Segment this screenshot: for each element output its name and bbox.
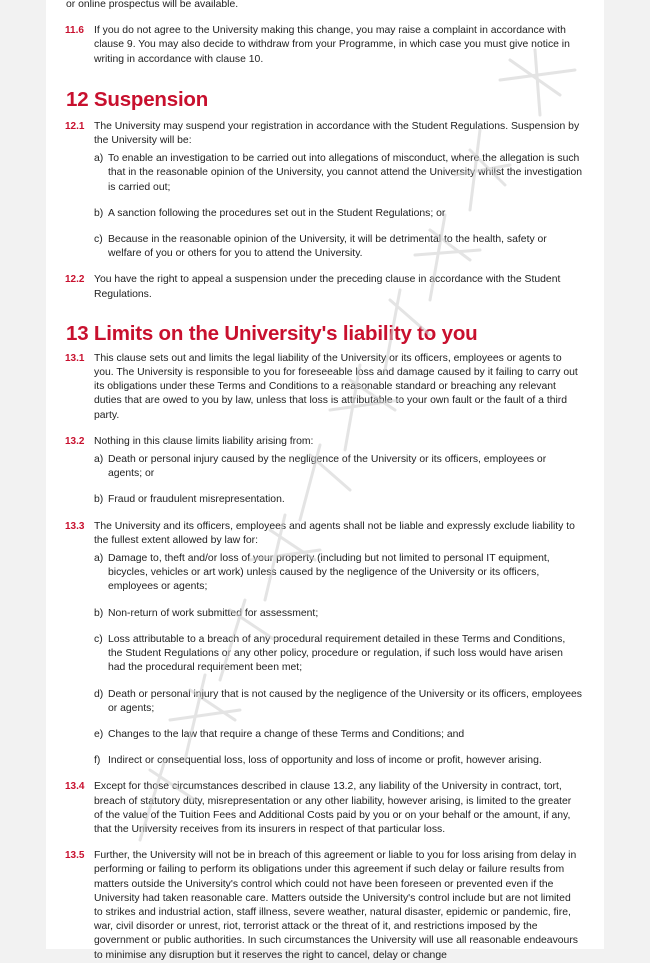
clause-text: The University may suspend your registration in accordance with the Student Regulations. Suspension by the University will be:	[94, 120, 580, 147]
sub-item-13-3-a	[66, 552, 582, 595]
sub-item-text: Loss attributable to a breach of any procedural requirement detailed in these Terms and Conditions, the Student Regulations or any other policy, procedure or regulation, if such loss would have arisen had the procedural requirement been met;	[108, 633, 566, 674]
sub-item-label: c)	[94, 633, 103, 645]
sub-item-label: b)	[94, 207, 104, 219]
clause-13-3	[66, 520, 582, 548]
clause-number: 13.5	[65, 850, 85, 862]
sub-item-label: b)	[94, 494, 104, 506]
clause-13-5	[66, 849, 582, 963]
sub-item-13-2-b	[66, 493, 582, 507]
sub-item-13-3-b	[66, 607, 582, 621]
clause-text: If you do not agree to the University making this change, you may raise a complaint in accordance with clause 9. You may also decide to withdraw from your Programme, in which case you must give notice in writing in accordance with clause 10.	[94, 25, 570, 65]
sub-item-text: Changes to the law that require a change of these Terms and Conditions; and	[108, 728, 465, 740]
sub-item-text: Death or personal injury caused by the negligence of the University or its officers, employees or agents; or	[108, 454, 547, 480]
sub-item-label: c)	[94, 234, 103, 246]
clause-13-2	[66, 435, 582, 449]
clause-number: 13.1	[65, 352, 85, 364]
sub-item-13-3-e	[66, 728, 582, 742]
document-content	[66, 0, 582, 963]
sub-item-label: b)	[94, 607, 104, 619]
clause-text: Nothing in this clause limits liability arising from:	[94, 435, 314, 447]
clause-12-1	[66, 120, 582, 148]
lead-line	[38, 0, 582, 12]
clause-11-6	[66, 24, 582, 67]
sub-item-label: e)	[94, 728, 104, 740]
sub-item-text: Damage to, theft and/or loss of your property (including but not limited to personal IT equipment, bicycles, vehicles or art work) unless caused by the negligence of the University or its officers, employees or agents;	[108, 553, 550, 593]
lead-line-text: or online prospectus will be available.	[66, 0, 239, 10]
sub-item-text: Indirect or consequential loss, loss of opportunity and loss of income or profit, however arising.	[108, 755, 542, 767]
clause-13-4	[66, 780, 582, 837]
sub-item-label: a)	[94, 553, 104, 565]
clause-text: The University and its officers, employees and agents shall not be liable and expressly exclude liability to the fullest extent allowed by law for:	[94, 520, 575, 546]
clause-number: 13.2	[65, 435, 85, 447]
clause-text: You have the right to appeal a suspension under the preceding clause in accordance with the Student Regulations.	[94, 274, 561, 300]
sub-item-13-2-a	[66, 453, 582, 481]
sub-item-text: Non-return of work submitted for assessment;	[108, 607, 319, 619]
sub-item-12-1-b	[66, 207, 582, 221]
sub-item-label: d)	[94, 688, 104, 700]
sub-item-12-1-a	[66, 152, 582, 195]
sub-item-13-3-c	[66, 633, 582, 676]
clause-number: 13.4	[65, 781, 85, 793]
clause-number: 12.1	[65, 120, 85, 132]
clause-text: Further, the University will not be in breach of this agreement or liable to you for loss arising from delay in performing or failing to perform its obligations under this agreement if such delay or failure results from matters outside the University's control which could not have been foreseen or prevented even if the University had taken reasonable care. Matters outside the University's control include but are not limited to strikes and industrial action, staff illness, severe weather, natural disaster, epidemic or pandemic, fire, war, civil disorder or unrest, riot, terrorist attack or the threat of it, and restrictions imposed by the government or public authorities. In such circumstances the University will use all reasonable endeavours to minimise any disruption but it reserves the right to cancel, delay or change	[94, 850, 578, 961]
sub-item-text: To enable an investigation to be carried out into allegations of misconduct, where the allegation is such that in the reasonable opinion of the University, you cannot attend the University whilst the investigation is carried out;	[108, 153, 583, 193]
clause-number: 13.3	[65, 520, 85, 532]
clause-number: 12.2	[65, 274, 85, 286]
section-heading-13: 13 Limits on the University's liability to you	[66, 321, 478, 345]
section-heading-12: 12 Suspension	[66, 87, 209, 111]
clause-text: Except for those circumstances described in clause 13.2, any liability of the University in contract, tort, breach of statutory duty, misrepresentation or any other liability, however arising, is limited to the greater of the value of the Tuition Fees and Additional Costs paid by you or on your behalf or the amount, if any, that the University receives from its insurers in respect of that particular loss.	[94, 781, 572, 835]
sub-item-label: f)	[94, 755, 101, 767]
sub-item-13-3-d	[66, 688, 582, 716]
sub-item-label: a)	[94, 454, 104, 466]
sub-item-13-3-f	[66, 754, 582, 768]
sub-item-text: Fraud or fraudulent misrepresentation.	[108, 494, 285, 506]
sub-item-text: Because in the reasonable opinion of the University, it will be detrimental to the health, safety or welfare of you or others for you to attend the University.	[108, 234, 547, 260]
sub-item-text: Death or personal injury that is not caused by the negligence of the University or its officers, employees or agents;	[108, 688, 582, 714]
clause-12-2	[66, 273, 582, 301]
sub-item-12-1-c	[66, 233, 582, 261]
clause-13-1	[66, 352, 582, 423]
sub-item-text: A sanction following the procedures set out in the Student Regulations; or	[108, 207, 446, 219]
sub-item-label: a)	[94, 153, 104, 165]
clause-number: 11.6	[65, 25, 84, 37]
clause-text: This clause sets out and limits the legal liability of the University or its officers, employees or agents to you. The University is responsible to you for foreseeable loss and damage caused by it failing to carry out its obligations under these Terms and Conditions to a reasonable standard or breaching any relevant duties that are owed to you by law, unless that loss is attributable to your own fault or the fault of a third party.	[94, 352, 578, 421]
